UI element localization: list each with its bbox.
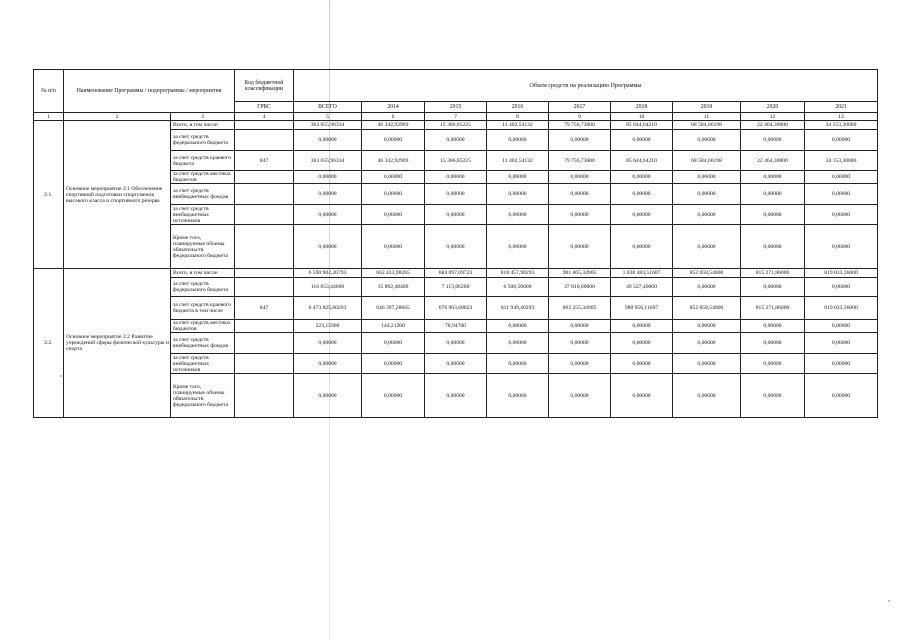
funding-value: 0,00000 — [741, 354, 805, 374]
funding-value: 0,00000 — [294, 171, 362, 184]
funding-value: 144,21200 — [362, 320, 425, 333]
funding-value: 0,00000 — [362, 333, 425, 354]
funding-value: 116 853,44600 — [294, 278, 362, 297]
funding-value: 0,00000 — [611, 354, 673, 374]
funding-value: 852 058,54000 — [673, 269, 741, 278]
funding-value: 34 153,30000 — [805, 121, 878, 130]
funding-source-label: за счет средств краевого бюджета в том числе — [171, 297, 235, 320]
funding-value: 1 038 483,51607 — [611, 269, 673, 278]
header-volume: Объем средств на реализацию Программы — [294, 70, 878, 102]
funding-value: 0,00000 — [294, 184, 362, 205]
funding-value: 0,00000 — [805, 184, 878, 205]
funding-value: 0,00000 — [425, 130, 487, 151]
column-index: 2 — [64, 113, 171, 121]
block-name: Основное мероприятие 2.1 Обеспечение спортивной подготовки спортсменов высокого класса и спортивного резерва — [64, 121, 171, 269]
funding-value: 0,00000 — [362, 184, 425, 205]
funding-value: 0,00000 — [425, 205, 487, 225]
funding-value: 662 433,98265 — [362, 269, 425, 278]
funding-value: 0,00000 — [673, 184, 741, 205]
table-body — [34, 121, 878, 418]
funding-value: 0,00000 — [805, 130, 878, 151]
funding-value: 0,00000 — [611, 320, 673, 333]
funding-value: 0,00000 — [362, 354, 425, 374]
funding-value: 363 655,96334 — [294, 151, 362, 171]
funding-value: 0,00000 — [362, 130, 425, 151]
funding-source-label: Кроме того, планируемые объемы обязательств федерального бюджета — [171, 374, 235, 418]
funding-value: 0,00000 — [425, 171, 487, 184]
funding-value: 0,00000 — [805, 171, 878, 184]
funding-source-label: Всего, в том числе: — [171, 269, 235, 278]
funding-value: 0,00000 — [294, 225, 362, 269]
funding-value: 7 115,06200 — [425, 278, 487, 297]
funding-value: 0,00000 — [673, 205, 741, 225]
funding-value: 0,00000 — [741, 278, 805, 297]
funding-value: 11 402,54132 — [487, 151, 549, 171]
block-number: 2.1. — [34, 121, 64, 269]
funding-value: 0,00000 — [741, 320, 805, 333]
funding-source-label: за счет средств внебюджетных фондов — [171, 184, 235, 205]
grbs-code: 847 — [235, 151, 294, 171]
funding-value: 852 058,54000 — [673, 297, 741, 320]
year-header: 2019 — [673, 102, 741, 113]
year-header: 2016 — [487, 102, 549, 113]
funding-value: 0,00000 — [673, 130, 741, 151]
funding-value: 0,00000 — [549, 374, 611, 418]
grbs-code-empty — [235, 333, 294, 354]
funding-value: 15 306,85225 — [425, 121, 487, 130]
funding-value: 22 464,30000 — [741, 121, 805, 130]
funding-value: 79 756,73600 — [549, 121, 611, 130]
funding-value: 34 153,30000 — [805, 151, 878, 171]
funding-value: 0,00000 — [741, 184, 805, 205]
funding-value: 0,00000 — [549, 184, 611, 205]
funding-value: 6 590 902,20793 — [294, 269, 362, 278]
funding-value: 0,00000 — [425, 354, 487, 374]
funding-value: 78,94700 — [425, 320, 487, 333]
block-number: 2.2. — [34, 269, 64, 418]
column-index: 5 — [294, 113, 362, 121]
funding-value: 0,00000 — [611, 205, 673, 225]
grbs-code-empty — [235, 269, 294, 278]
header-row — [34, 70, 878, 102]
column-index: 8 — [487, 113, 549, 121]
funding-value: 0,00000 — [549, 320, 611, 333]
funding-value: 0,00000 — [294, 205, 362, 225]
funding-value: 0,00000 — [487, 374, 549, 418]
grbs-code-empty — [235, 205, 294, 225]
scan-speck — [888, 600, 890, 602]
funding-value: 0,00000 — [611, 333, 673, 354]
funding-value: 0,00000 — [611, 130, 673, 151]
year-header: 2020 — [741, 102, 805, 113]
grbs-code-empty — [235, 354, 294, 374]
funding-value: 0,00000 — [425, 374, 487, 418]
funding-value: 0,00000 — [741, 130, 805, 151]
funding-value: 815 271,86000 — [741, 297, 805, 320]
funding-value: 0,00000 — [805, 333, 878, 354]
column-index: 7 — [425, 113, 487, 121]
funding-value: 0,00000 — [549, 171, 611, 184]
funding-source-label: за счет средств местных бюджетов — [171, 171, 235, 184]
funding-value: 46 342,92969 — [362, 151, 425, 171]
funding-value: 0,00000 — [805, 225, 878, 269]
funding-value: 0,00000 — [805, 374, 878, 418]
funding-value: 818 457,90293 — [487, 269, 549, 278]
funding-value: 0,00000 — [487, 171, 549, 184]
funding-value: 0,00000 — [294, 374, 362, 418]
funding-value: 684 097,69723 — [425, 269, 487, 278]
funding-value: 0,00000 — [611, 171, 673, 184]
column-index: 6 — [362, 113, 425, 121]
grbs-code-empty — [235, 278, 294, 297]
column-index: 11 — [673, 113, 741, 121]
funding-value: 85 644,64210 — [611, 121, 673, 130]
funding-value: 819 033,36000 — [805, 269, 878, 278]
funding-value: 0,00000 — [673, 171, 741, 184]
funding-value: 68 584,66198 — [673, 121, 741, 130]
funding-source-label: Кроме того, планируемые объемы обязательств федерального бюджета — [171, 225, 235, 269]
funding-value: 46 342,92969 — [362, 121, 425, 130]
funding-value: 811 949,40293 — [487, 297, 549, 320]
funding-value: 0,00000 — [549, 205, 611, 225]
year-header: 2021 — [805, 102, 878, 113]
funding-value: 0,00000 — [294, 130, 362, 151]
funding-source-label: Всего, в том числе: — [171, 121, 235, 130]
funding-source-label: за счет средств внебюджетных источников — [171, 205, 235, 225]
funding-value: 0,00000 — [487, 333, 549, 354]
funding-value: 223,15900 — [294, 320, 362, 333]
funding-value: 0,00000 — [425, 184, 487, 205]
funding-value: 815 271,86000 — [741, 269, 805, 278]
funding-value: 11 402,54132 — [487, 121, 549, 130]
funding-value: 0,00000 — [741, 374, 805, 418]
grbs-code-empty — [235, 320, 294, 333]
funding-source-label: за счет средств федерального бюджета — [171, 130, 235, 151]
header-name: Наименование Программы / подпрограммы / мероприятия — [64, 70, 235, 113]
funding-value: 0,00000 — [673, 354, 741, 374]
column-index: 4 — [235, 113, 294, 121]
funding-value: 68 584,66198 — [673, 151, 741, 171]
year-header: 2014 — [362, 102, 425, 113]
funding-value: 0,00000 — [673, 320, 741, 333]
funding-value: 0,00000 — [673, 225, 741, 269]
funding-value: 0,00000 — [805, 354, 878, 374]
column-index: 12 — [741, 113, 805, 121]
column-index: 3 — [171, 113, 235, 121]
funding-value: 22 464,30000 — [741, 151, 805, 171]
funding-value: 0,00000 — [673, 374, 741, 418]
grbs-code-empty — [235, 225, 294, 269]
funding-value: 15 892,48400 — [362, 278, 425, 297]
funding-value: 0,00000 — [487, 130, 549, 151]
funding-value: 85 644,64210 — [611, 151, 673, 171]
year-header: 2017 — [549, 102, 611, 113]
funding-value: 0,00000 — [611, 184, 673, 205]
funding-value: 0,00000 — [673, 333, 741, 354]
funding-value: 0,00000 — [741, 205, 805, 225]
funding-value: 0,00000 — [549, 130, 611, 151]
table-row — [34, 121, 878, 130]
funding-value: 901 065,34905 — [549, 269, 611, 278]
funding-source-label: за счет средств внебюджетных источников — [171, 354, 235, 374]
grbs-code-empty — [235, 130, 294, 151]
funding-value: 0,00000 — [362, 225, 425, 269]
block-name: Основное мероприятие 2.2 Развитие учреждений сферы физической культуры и спорта — [64, 269, 171, 418]
funding-value: 0,00000 — [549, 225, 611, 269]
header-num: № п/п — [34, 70, 64, 113]
funding-value: 6 473 825,60293 — [294, 297, 362, 320]
funding-value: 0,00000 — [362, 171, 425, 184]
funding-value: 819 033,36000 — [805, 297, 878, 320]
column-index: 1 — [34, 113, 64, 121]
grbs-code-empty — [235, 171, 294, 184]
funding-value: 37 810,00000 — [549, 278, 611, 297]
funding-value: 0,00000 — [805, 320, 878, 333]
funding-value: 0,00000 — [487, 205, 549, 225]
column-index: 13 — [805, 113, 878, 121]
table-row — [34, 269, 878, 278]
funding-value: 0,00000 — [362, 374, 425, 418]
year-header: 2018 — [611, 102, 673, 113]
grbs-code-empty — [235, 184, 294, 205]
funding-source-label: за счет средств краевого бюджета — [171, 151, 235, 171]
grbs-code-empty — [235, 121, 294, 130]
funding-value: 0,00000 — [487, 354, 549, 374]
funding-value: 79 756,73600 — [549, 151, 611, 171]
funding-value: 0,00000 — [362, 205, 425, 225]
funding-value: 0,00000 — [549, 354, 611, 374]
funding-value: 988 956,11607 — [611, 297, 673, 320]
funding-value: 6 508,50000 — [487, 278, 549, 297]
funding-value: 0,00000 — [294, 354, 362, 374]
grbs-code-empty — [235, 374, 294, 418]
funding-value: 0,00000 — [549, 333, 611, 354]
funding-value: 0,00000 — [673, 278, 741, 297]
header-index-row — [34, 113, 878, 121]
funding-value: 0,00000 — [294, 333, 362, 354]
header-code: Код бюджетной классификации — [235, 70, 294, 102]
funding-source-label: за счет средств внебюджетных фондов — [171, 333, 235, 354]
column-index: 10 — [611, 113, 673, 121]
funding-value: 0,00000 — [805, 278, 878, 297]
program-funding-table — [33, 69, 878, 418]
year-header: 2015 — [425, 102, 487, 113]
column-index: 9 — [549, 113, 611, 121]
funding-value: 0,00000 — [611, 374, 673, 418]
funding-value: 0,00000 — [487, 320, 549, 333]
grbs-code: 847 — [235, 297, 294, 320]
header-grbs: ГРБС — [235, 102, 294, 113]
year-header: ВСЕГО — [294, 102, 362, 113]
funding-value: 676 903,68823 — [425, 297, 487, 320]
funding-value: 0,00000 — [611, 225, 673, 269]
funding-value: 0,00000 — [425, 225, 487, 269]
funding-value: 0,00000 — [805, 205, 878, 225]
funding-value: 0,00000 — [741, 171, 805, 184]
funding-value: 0,00000 — [487, 184, 549, 205]
funding-value: 363 655,96334 — [294, 121, 362, 130]
funding-value: 15 306,85225 — [425, 151, 487, 171]
funding-value: 0,00000 — [425, 333, 487, 354]
funding-source-label: за счет средств местных бюджетов — [171, 320, 235, 333]
funding-source-label: за счет средств федерального бюджета — [171, 278, 235, 297]
funding-value: 863 255,34905 — [549, 297, 611, 320]
funding-value: 0,00000 — [741, 333, 805, 354]
funding-value: 49 527,40000 — [611, 278, 673, 297]
funding-value: 0,00000 — [741, 225, 805, 269]
funding-value: 0,00000 — [487, 225, 549, 269]
funding-value: 646 397,28665 — [362, 297, 425, 320]
